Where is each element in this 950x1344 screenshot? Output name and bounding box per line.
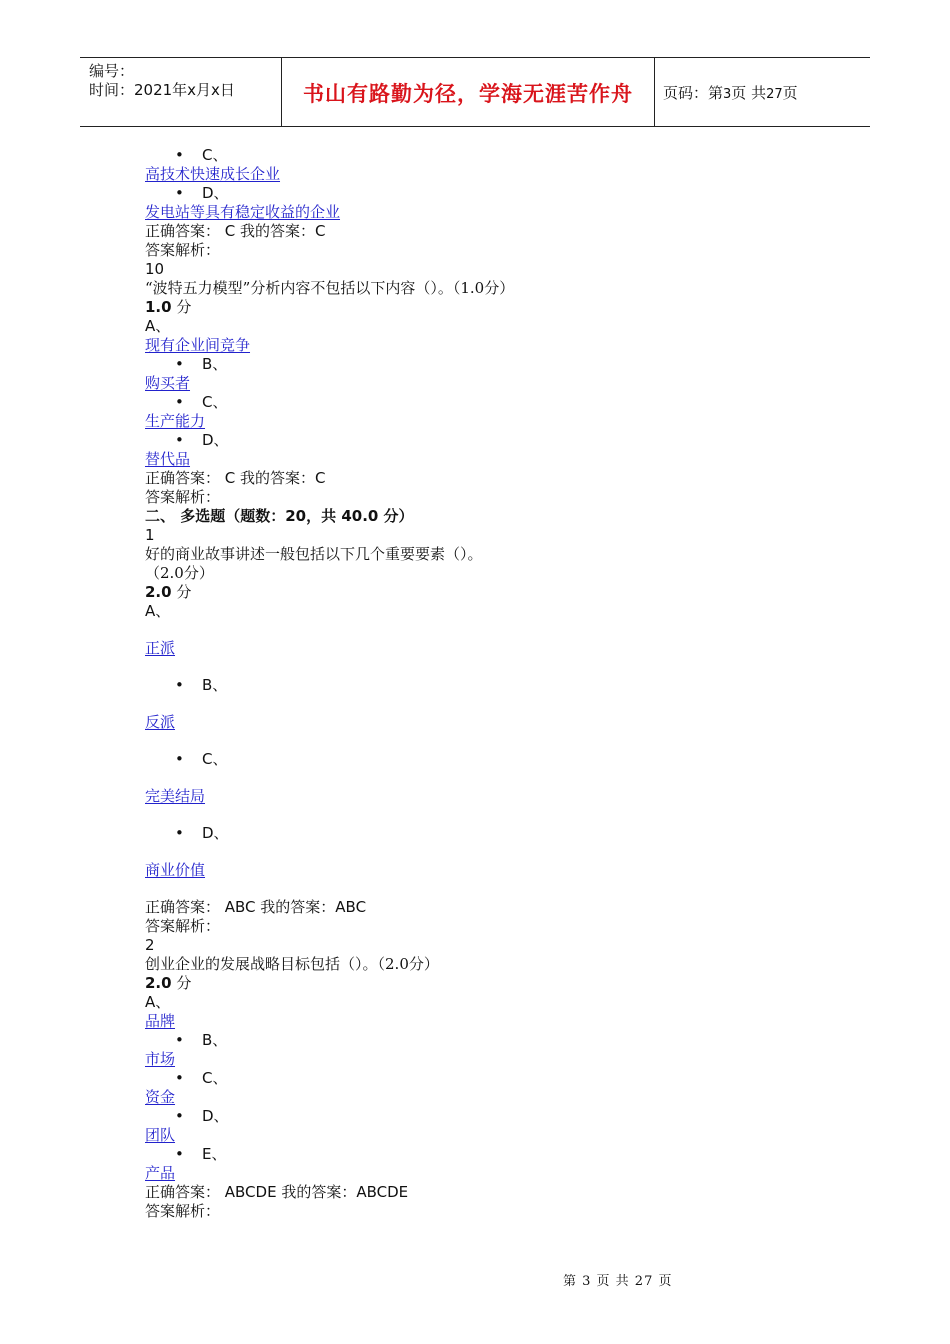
option-bullet [145, 146, 845, 165]
option-label: C、 [202, 750, 228, 768]
option-label: D、 [202, 824, 229, 842]
correct-answer: 正确答案： ABCDE 我的答案：ABCDE [145, 1183, 409, 1201]
option-bullet [145, 1107, 845, 1126]
score-unit: 分 [171, 974, 192, 992]
option-label: B、 [202, 676, 228, 694]
option-link[interactable]: 反派 [145, 713, 176, 731]
option-label: B、 [202, 355, 228, 373]
question-text: “波特五力模型”分析内容不包括以下内容（）。（1.0分） [145, 279, 515, 297]
page-suffix: 页 [782, 84, 798, 102]
score-unit: 分 [171, 298, 192, 316]
question-score [145, 583, 845, 602]
question-number: 10 [145, 260, 165, 278]
section-title: 二、 多选题（题数：20，共 40.0 分） [145, 507, 414, 525]
question-score [145, 298, 845, 317]
score-value: 2.0 [145, 583, 172, 601]
header-motto: 书山有路勤为径，学海无涯苦作舟 [303, 81, 633, 106]
option-bullet [145, 431, 845, 450]
answer-analysis: 答案解析： [145, 1202, 221, 1220]
option-link[interactable]: 发电站等具有稳定收益的企业 [145, 203, 341, 221]
option-label: C、 [202, 146, 228, 164]
bullet-dot-icon: • [175, 1031, 184, 1049]
option-label: D、 [202, 184, 229, 202]
option-bullet [145, 1145, 845, 1164]
bullet-dot-icon: • [175, 1069, 184, 1087]
option-bullet [145, 1069, 845, 1088]
option-bullet [145, 355, 845, 374]
option-label: A、 [145, 317, 171, 335]
score-value: 2.0 [145, 974, 172, 992]
option-label: A、 [145, 993, 171, 1011]
option-label: B、 [202, 1031, 228, 1049]
bullet-dot-icon: • [175, 184, 184, 202]
answer-analysis: 答案解析： [145, 488, 221, 506]
answer-analysis: 答案解析： [145, 917, 221, 935]
page-prefix: 页码：第 [663, 84, 724, 102]
bullet-dot-icon: • [175, 824, 184, 842]
header-page-cell [655, 58, 870, 126]
score-value: 1.0 [145, 298, 172, 316]
bullet-dot-icon: • [175, 431, 184, 449]
option-label: D、 [202, 431, 229, 449]
option-label: E、 [202, 1145, 227, 1163]
page-total: 27 [766, 87, 783, 102]
option-link[interactable]: 购买者 [145, 374, 191, 392]
question-number: 2 [145, 936, 155, 954]
option-bullet [145, 184, 845, 203]
correct-answer: 正确答案： C 我的答案：C [145, 222, 326, 240]
option-link[interactable]: 品牌 [145, 1012, 176, 1030]
option-link[interactable]: 替代品 [145, 450, 191, 468]
answer-analysis: 答案解析： [145, 241, 221, 259]
option-bullet [145, 1031, 845, 1050]
question-number: 1 [145, 526, 155, 544]
bullet-dot-icon: • [175, 750, 184, 768]
header-page-indicator [663, 82, 798, 103]
page-footer: 第 3 页 共 27 页 [563, 1274, 673, 1289]
option-link[interactable]: 商业价值 [145, 861, 206, 879]
option-link[interactable]: 资金 [145, 1088, 176, 1106]
bullet-dot-icon: • [175, 393, 184, 411]
option-bullet [145, 824, 845, 843]
option-label: A、 [145, 602, 171, 620]
option-bullet [145, 750, 845, 769]
doc-number-label: 编号： [89, 62, 135, 80]
option-link[interactable]: 现有企业间竞争 [145, 336, 251, 354]
page-header [80, 57, 870, 127]
correct-answer: 正确答案： ABC 我的答案：ABC [145, 898, 367, 916]
bullet-dot-icon: • [175, 1107, 184, 1125]
document-content [145, 146, 845, 1221]
question-text: 创业企业的发展战略目标包括（）。（2.0分） [145, 955, 439, 973]
option-link[interactable]: 高技术快速成长企业 [145, 165, 281, 183]
option-bullet [145, 393, 845, 412]
option-link[interactable]: 团队 [145, 1126, 176, 1144]
correct-answer: 正确答案： C 我的答案：C [145, 469, 326, 487]
bullet-dot-icon: • [175, 146, 184, 164]
bullet-dot-icon: • [175, 1145, 184, 1163]
question-inline-score: （2.0分） [145, 564, 214, 582]
question-text: 好的商业故事讲述一般包括以下几个重要要素（）。 [145, 545, 483, 563]
option-label: C、 [202, 393, 228, 411]
page-mid: 页 共 [731, 84, 767, 102]
header-motto-cell [282, 58, 655, 126]
page-current: 3 [723, 87, 732, 102]
option-link[interactable]: 正派 [145, 639, 176, 657]
option-bullet [145, 676, 845, 695]
option-label: C、 [202, 1069, 228, 1087]
header-info-cell [80, 58, 282, 126]
question-score [145, 974, 845, 993]
option-link[interactable]: 生产能力 [145, 412, 206, 430]
bullet-dot-icon: • [175, 676, 184, 694]
option-link[interactable]: 完美结局 [145, 787, 206, 805]
option-link[interactable]: 产品 [145, 1164, 176, 1182]
doc-time-label: 时间：2021年x月x日 [89, 81, 235, 99]
score-unit: 分 [171, 583, 192, 601]
option-link[interactable]: 市场 [145, 1050, 176, 1068]
option-label: D、 [202, 1107, 229, 1125]
bullet-dot-icon: • [175, 355, 184, 373]
